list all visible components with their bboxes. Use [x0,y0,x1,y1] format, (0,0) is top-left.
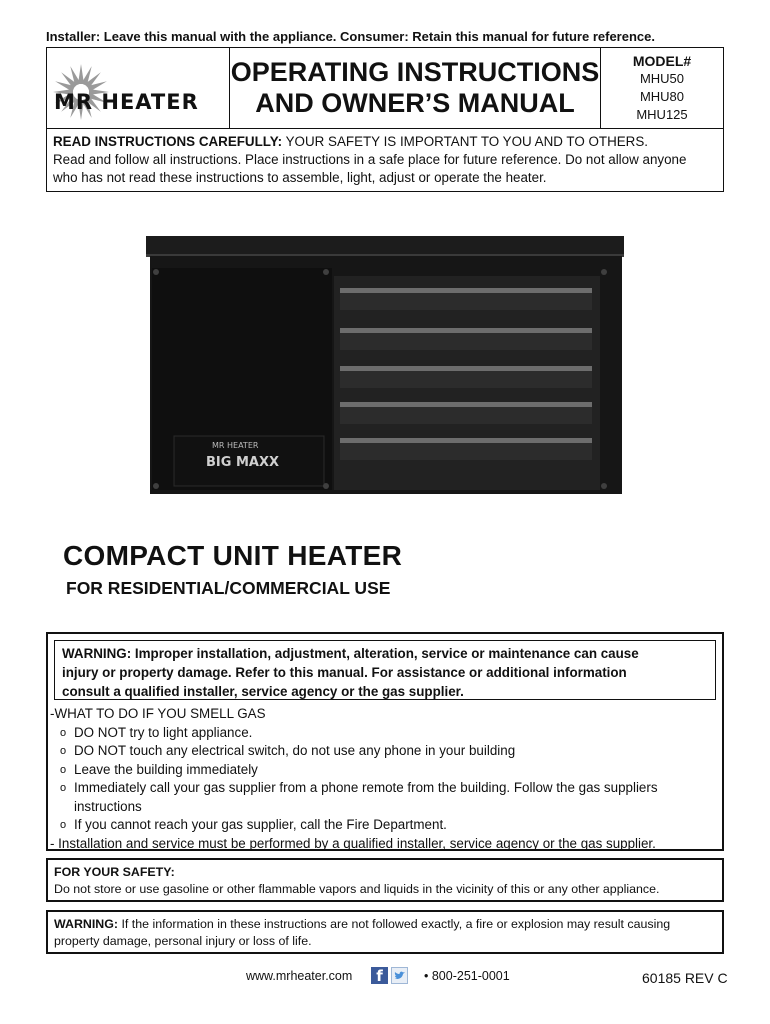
facebook-icon[interactable]: f [371,967,388,984]
brand-logo-text: MR HEATER [54,90,199,114]
product-subtitle: FOR RESIDENTIAL/COMMERCIAL USE [66,578,391,598]
read-instructions-line3: who has not read these instructions to assemble, light, adjust or operate the heater. [53,170,547,185]
read-instructions-line1 [53,133,717,151]
manual-title-line1: OPERATING INSTRUCTIONS [230,57,600,87]
bullet: o [60,745,67,757]
bullet: o [60,782,67,794]
main-warning-box [46,632,724,851]
read-instructions-line2: Read and follow all instructions. Place instructions in a safe place for future reference. Do not allow anyone [53,152,687,167]
safety-text: Do not store or use gasoline or other flammable vapors and liquids in the vicinity of this or any other appliance. [54,882,660,896]
website-link[interactable]: www.mrheater.com [246,969,353,983]
list-item: o If you cannot reach your gas supplier, call the Fire Department. [50,816,722,835]
model-item: MHU80 [639,89,685,104]
phone-number: • 800-251-0001 [424,969,510,983]
gas-smell-heading: -WHAT TO DO IF YOU SMELL GAS [50,706,266,721]
list-item: o DO NOT try to light appliance. [50,724,722,743]
model-list [601,48,723,128]
read-instructions-box [46,129,724,192]
header-box [46,47,724,129]
safety-heading: FOR YOUR SAFETY: [54,865,175,879]
badge-brand-text: MR HEATER [212,441,259,450]
secondary-warning-lead: WARNING: [54,917,119,931]
list-item: o Immediately call your gas supplier from a phone remote from the building. Follow the gas suppliers instructions [60,780,658,814]
model-item: MHU125 [636,107,688,122]
brand-logo [47,48,230,128]
bullet: o [60,763,67,776]
gas-smell-section [50,705,722,853]
warning-line3: consult a qualified installer, service agency or the gas supplier. [62,684,464,699]
read-instructions-lead: READ INSTRUCTIONS CAREFULLY: [53,134,283,149]
model-label: MODEL# [632,53,692,69]
twitter-bird-icon [392,968,407,983]
manual-title-line2: AND OWNER’S MANUAL [255,88,575,118]
main-warning-inner [54,640,716,700]
bullet: o [60,726,67,739]
warning-line2: injury or property damage. Refer to this manual. For assistance or additional information [62,665,627,680]
document-revision: 60185 REV C [642,970,728,986]
read-instructions-lead-rest: YOUR SAFETY IS IMPORTANT TO YOU AND TO OTHERS. [282,134,648,149]
top-notice: Installer: Leave this manual with the appliance. Consumer: Retain this manual for future reference. [46,29,655,44]
secondary-warning-box [46,910,724,954]
safety-box [46,858,724,902]
badge-model-text: BIG MAXX [206,455,279,470]
product-photo [144,236,626,494]
secondary-warning-text: If the information in these instructions are not followed exactly, a fire or explosion may result causing property damage, personal injury or loss of life. [54,917,671,948]
list-item: o DO NOT touch any electrical switch, do not use any phone in your building [50,742,722,761]
product-title: COMPACT UNIT HEATER [63,540,403,571]
list-item: o Leave the building immediately [50,761,722,780]
installation-note: - Installation and service must be performed by a qualified installer, service agency or the gas supplier. [50,835,656,851]
warning-line1: WARNING: Improper installation, adjustment, alteration, service or maintenance can cause [62,646,639,661]
model-item: MHU50 [639,71,685,86]
bullet: o [60,819,67,831]
twitter-icon[interactable] [391,967,408,984]
manual-title [230,48,601,128]
